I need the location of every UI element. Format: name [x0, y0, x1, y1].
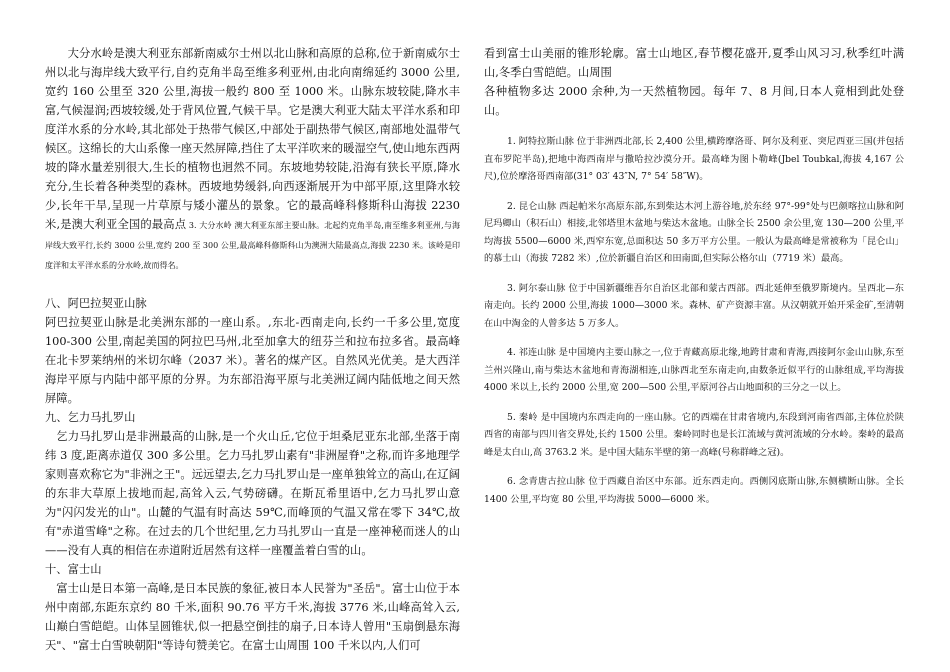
- paragraph-fuji-continued: 看到富士山美丽的锥形轮廓。富士山地区,春节樱花盛开,夏季山风习习,秋季红叶满山,冬季白雪皑皑。山周围: [484, 47, 904, 79]
- heading-kilimanjaro: 九、乞力马扎罗山: [45, 411, 136, 424]
- note-altai-mountains: 3. 阿尔泰山脉 位于中国新疆维吾尔自治区北部和蒙古西部。西北延伸至俄罗斯境内。呈西北—东南走向。长约 2000 公里,海拔 1000—3000 米。森林、矿产资源丰富。从汉朝就开始开采金矿,至清朝在山中淘金的人曾多达 5 万多人。: [484, 282, 904, 329]
- spacer: [484, 186, 904, 198]
- left-column: [45, 44, 460, 655]
- note-qilian-mountains: 4. 祁连山脉 是中国境内主要山脉之一,位于青藏高原北缘,地跨甘肃和青海,西接阿尔金山山脉,东至兰州兴隆山,南与柴达木盆地和青海湖相连,山脉西北至东南走向,由数条近似平行的山脉组成,平均海拔 4000 米以上,长约 2000 公里,宽 200—500 公里,平原河谷占山地面积的三分之一以上。: [484, 347, 904, 393]
- note-kunlun-mountains: 2. 昆仑山脉 西起帕米尔高原东部,东到柴达木河上游谷地,於东经 97°-99°处与巴颜喀拉山脉和阿尼玛卿山（积石山）相接,北邻塔里木盆地与柴达木盆地。山脉全长 2500 余公里,宽 130—200 公里,平均海拔 5500—6000 米,西窄东宽,总面积达 50 多万平方公里。一般认为最高峰是常被称为「昆仑山」的慕士山（海拔 7282 米）,位於新疆自治区和田南面,但实际公格尔山（7719 米）最高。: [484, 200, 904, 264]
- paragraph-fuji: 富士山是日本第一高峰,是日本民族的象征,被日本人民誉为"圣岳"。富士山位于本州中南部,东距东京约 80 千米,面积 90.76 平方千米,海拔 3776 米,山峰高耸入云,山巅白雪皑皑。山体呈圆锥状,似一把悬空倒挂的扇子,日本诗人曾用"玉扇倒悬东海天"、"富士白雪映朝阳"等诗句赞美它。在富士山周围 100 千米以内,人们可: [45, 582, 460, 652]
- spacer: [484, 120, 904, 133]
- paragraph-appalachian: 阿巴拉契亚山脉是北美洲东部的一座山系。,东北-西南走向,长约一千多公里,宽度 100-300 公里,南起美国的阿拉巴马州,北至加拿大的纽芬兰和拉布拉多省。最高峰在北卡罗莱纳州的米切尔峰（2037 米）。著名的煤产区。自然风光优美。是大西洋海岸平原与内陆中部平原的分界。为东部沿海平原与北美洲辽阔内陆低地之间天然屏障。: [45, 316, 460, 405]
- paragraph-text: 大分水岭是澳大利亚东部新南威尔士州以北山脉和高原的总称,位于新南威尔士州以北与海岸线大致平行,自约克角半岛至维多利亚州,由北向南绵延约 3000 公里,宽约 160 公里至 320 公里,海拔一般约 800 至 1000 米。山脉东坡较陡,降水丰富,气候湿润;西坡较缓,处于背风位置,气候干旱。它是澳大利亚大陆太平洋水系和印度洋水系的分水岭,其北部处于热带气候区,中部处于副热带气候区,南部地处温带气候区。这绵长的大山系像一座天然屏障,挡住了太平洋吹来的暖湿空气,使山地东西两坡的降水量差别很大,生长的植物也迥然不同。东坡地势较陡,沿海有狭长平原,降水充分,生长着各种类型的森林。西坡地势缓斜,向西逐渐展开为中部平原,这里降水较少,长年干旱,呈现一片草原与矮小灌丛的景象。它的最高峰科修斯科山海拔 2230 米,是澳大利亚全国的最高点: [45, 47, 460, 231]
- spacer: [484, 461, 904, 473]
- spacer: [484, 397, 904, 409]
- right-column: [484, 44, 904, 508]
- spacer: [484, 332, 904, 344]
- spacer: [45, 275, 460, 294]
- paragraph-kilimanjaro: 乞力马扎罗山是非洲最高的山脉,是一个火山丘,它位于坦桑尼亚东北部,坐落于南纬 3 度,距离赤道仅 300 多公里。乞力马扎罗山素有"非洲屋脊"之称,而许多地理学家则喜欢称它为"非洲之王"。远远望去,乞力马扎罗山是一座单独耸立的高山,在辽阔的东非大草原上拔地而起,高耸入云,气势磅礴。在斯瓦希里语中,乞力马扎罗山意为"闪闪发光的山"。山麓的气温有时高达 59℃,而峰顶的气温又常在零下 34℃,故有"赤道雪峰"之称。在过去的几个世纪里,乞力马扎罗山一直是一座神秘而迷人的山——没有人真的相信在赤道附近居然有这样一座覆盖着白雪的山。: [45, 430, 460, 557]
- spacer: [484, 268, 904, 280]
- heading-appalachian: 八、阿巴拉契亚山脉: [45, 297, 147, 310]
- note-qinling-mountains: 5. 秦岭 是中国境内东西走向的一座山脉。它的西端在甘肃省境内,东段到河南省西部,主体位於陕西省的南部与四川省交界处,长约 1500 公里。秦岭同时也是长江流域与黄河流域的分水岭。秦岭的最高峰是太白山,高 3763.2 米。是中国大陆东半壁的第一高峰(号称群峰之冠)。: [484, 411, 904, 458]
- note-nyenchen-tanglha: 6. 念青唐古拉山脉 位于西藏自治区中东部。近东西走向。西侧冈底斯山脉,东侧横断山脉。全长 1400 公里,平均宽 80 公里,平均海拔 5000—6000 米。: [484, 476, 904, 505]
- note-atlas-mountains: 1. 阿特拉斯山脉 位于非洲西北部,长 2,400 公里,横跨摩洛哥、阿尔及利亚、突尼西亚三国(并包括直布罗陀半岛),把地中海西南岸与撒哈拉沙漠分开。最高峰为图卜勒峰(Jbel Toubkal,海拔 4,167 公尺),位於摩洛哥西南部(31° 03′ 43″N, 7° 54′ 58″W)。: [484, 136, 904, 182]
- heading-fuji: 十、富士山: [45, 563, 102, 576]
- paragraph-fuji-plants: 各种植物多达 2000 余种,为一天然植物园。每年 7、8 月间,日本人竟相到此处登山。: [484, 85, 904, 117]
- paragraph-great-dividing-range: [45, 44, 460, 275]
- footnote-great-dividing-range: 3. 大分水岭 澳大利亚东部主要山脉。北起约克角半岛,南至维多利亚州,与海岸线大致平行,长约 3000 公里,宽约 200 至 300 公里,最高峰科修斯科山为澳洲大陆最高点,海拔 2230 米。该岭是印度洋和太平洋水系的分水岭,故而得名。: [45, 221, 460, 270]
